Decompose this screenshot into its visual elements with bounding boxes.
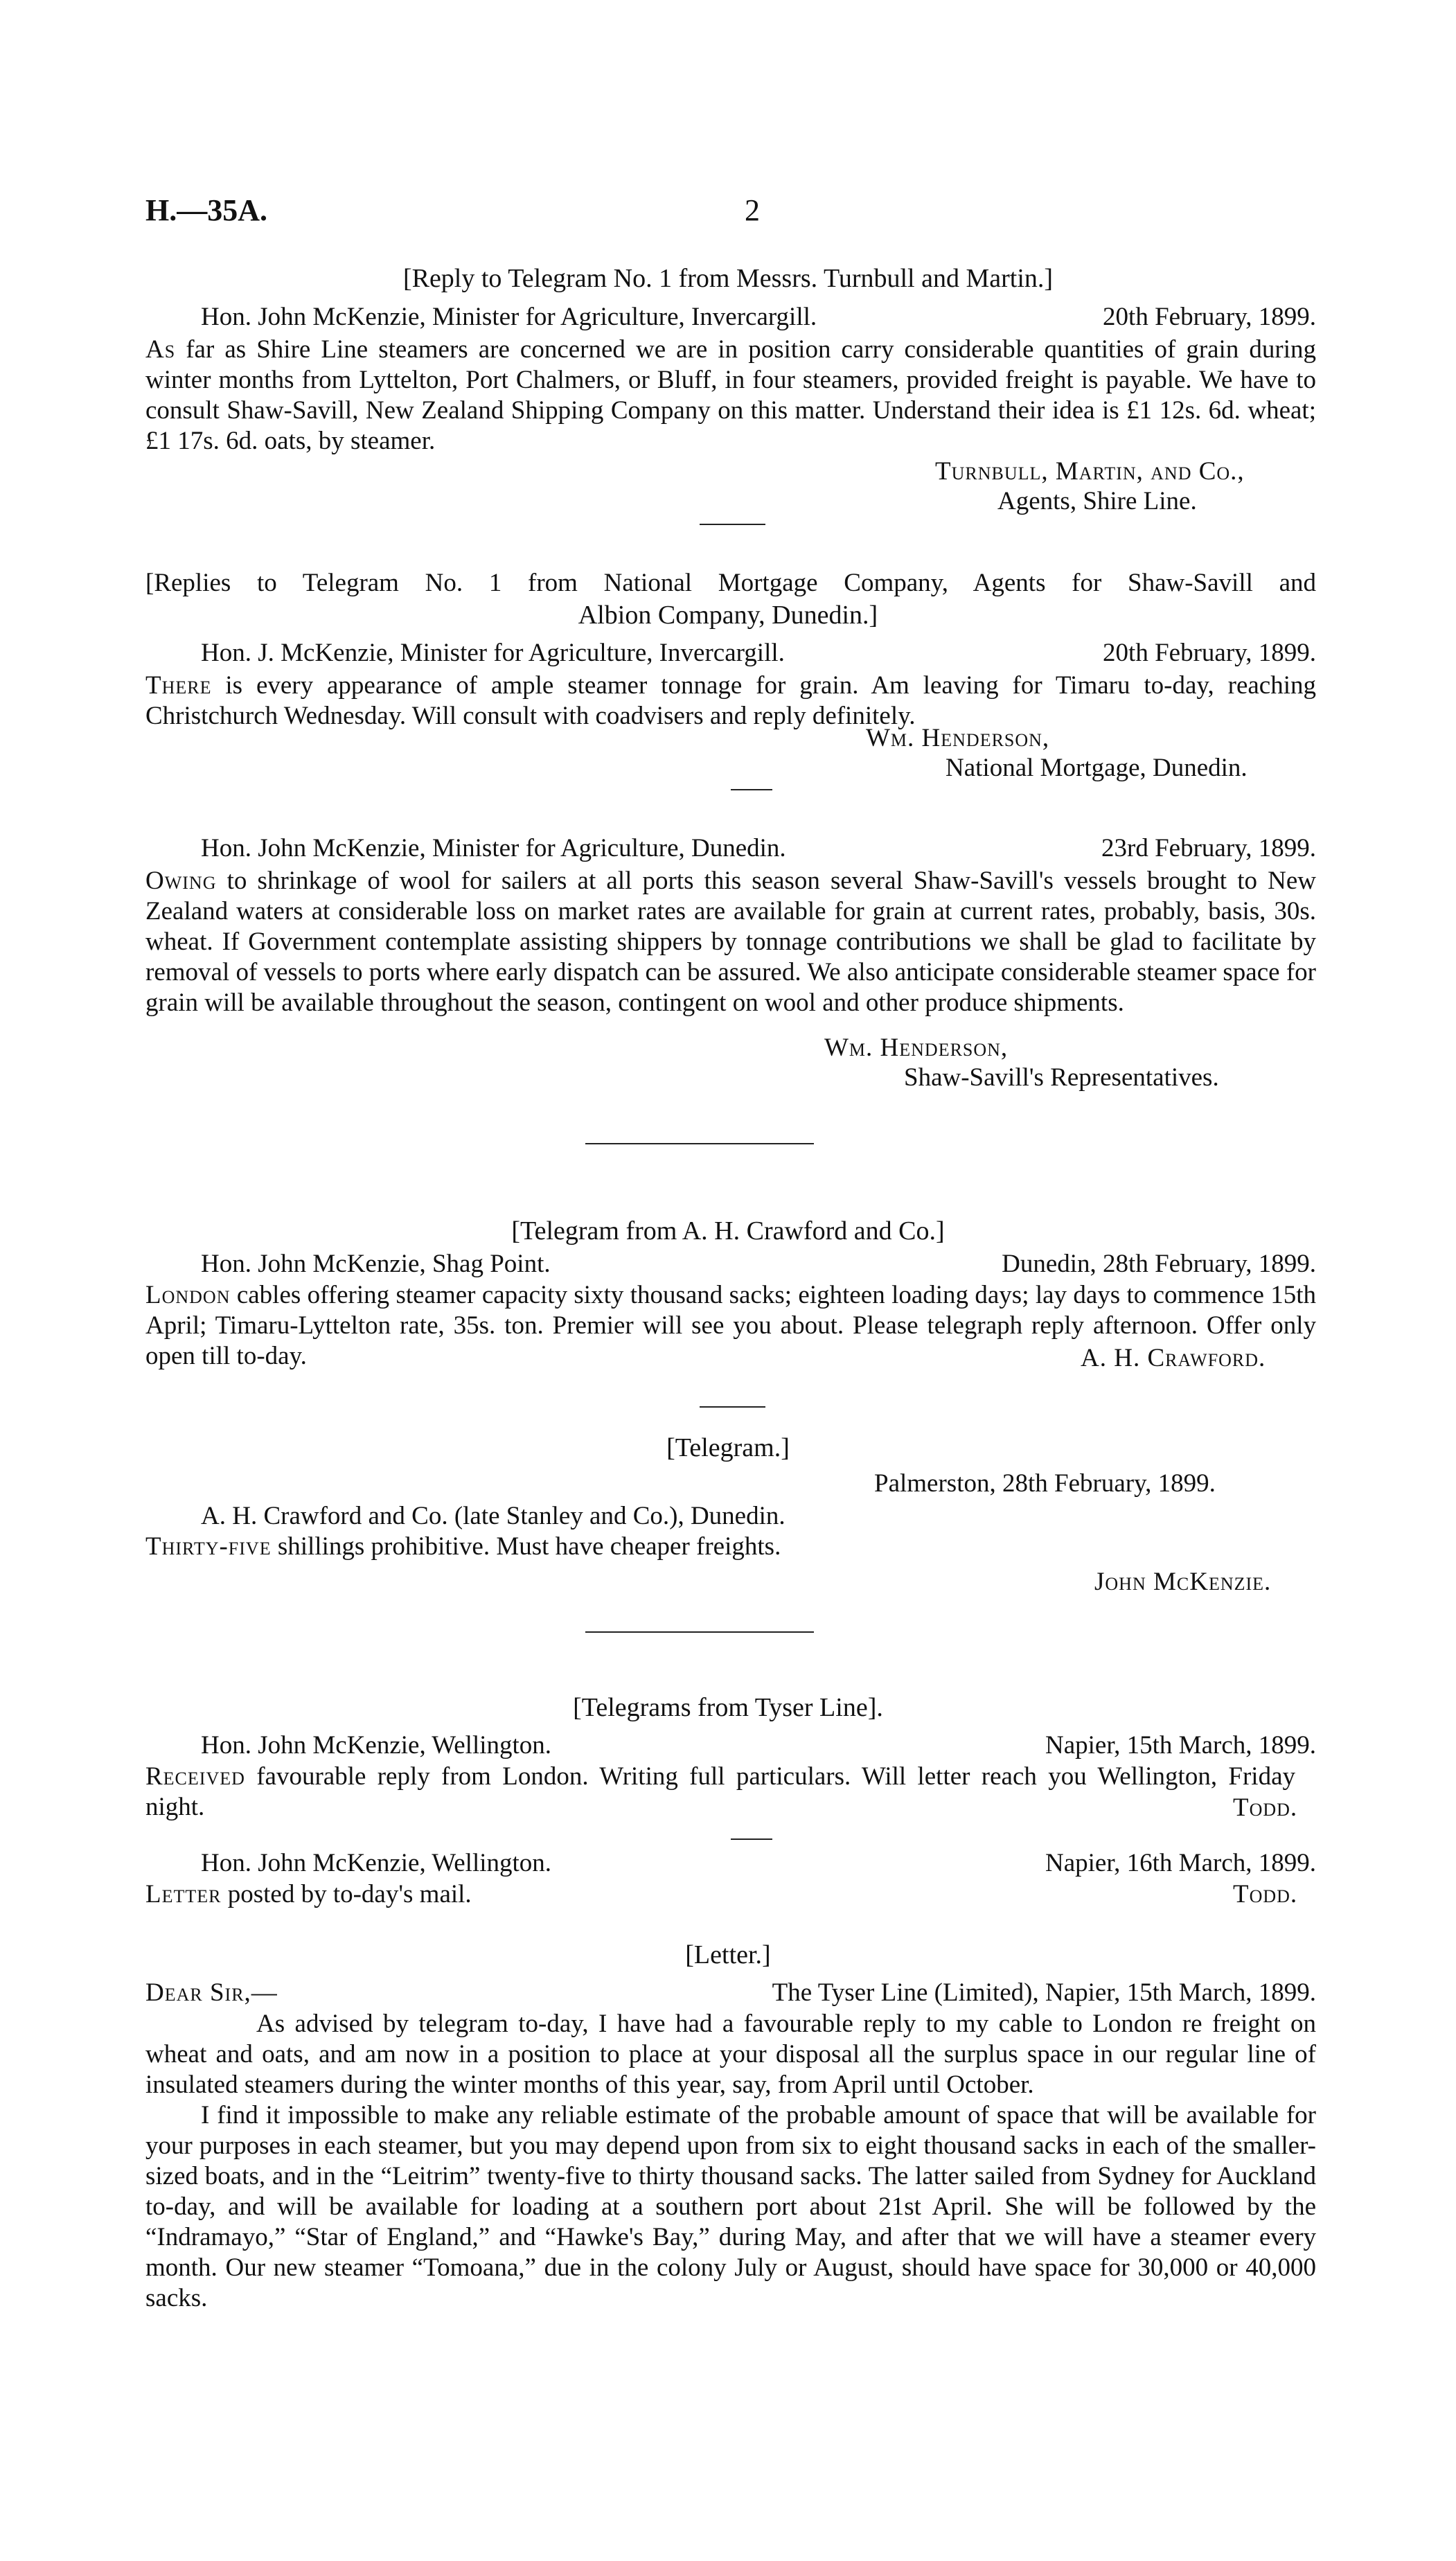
lead-word: Letter: [145, 1880, 222, 1908]
signatory: Todd.: [1233, 1793, 1298, 1822]
body-text: cables offering steamer capacity sixty thousand sacks; eighteen loading days; lay days to commence 15th April; Timaru-Lyttelton rate, 35s. ton. Premier will see you about. Please telegraph reply afternoon. Offer only open till to-day.: [145, 1281, 1317, 1370]
telegram-header-row: [145, 638, 1316, 668]
telegram-addressee: Hon. John McKenzie, Wellington.: [201, 1849, 552, 1877]
telegram-header-row: [145, 1848, 1316, 1878]
letter-paragraph-2: I find it impossible to make any reliable estimate of the probable amount of space that will be available for your purposes in each steamer, but you may depend upon from six to eight thousand sacks in each of the smaller-sized boats, and in the “Leitrim” twenty-five to thirty thousand sacks. The latter sailed from Sydney for Auckland to-day, and will be available for loading at a southern port about 21st April. She will be followed by the “Indramayo,” “Star of England,” and “Hawke's Bay,” during May, and after that we will have a steamer every month. Our new steamer “Tomoana,” due in the colony July or August, should have space for 30,000 or 40,000 sacks.: [145, 2101, 1316, 2312]
signatory: Wm. Henderson,: [866, 724, 1050, 752]
telegram-addressee: Hon. John McKenzie, Shag Point.: [201, 1250, 551, 1278]
signature: [824, 1033, 1219, 1092]
lead-word: Owing: [145, 867, 217, 895]
signature: [935, 457, 1245, 516]
signatory: Turnbull, Martin, and Co.,: [935, 457, 1245, 486]
lead-word: As: [145, 335, 176, 364]
telegram-body: [145, 866, 1316, 1018]
section-heading-turnbull: [Reply to Telegram No. 1 from Messrs. Turnbull and Martin.]: [402, 264, 1054, 293]
telegram-date: 20th February, 1899.: [1103, 303, 1316, 331]
body-text: to shrinkage of wool for sailers at all ports this season several Shaw-Savill's vessels brought to New Zealand waters at considerable loss on market rates are available for grain at current rates, probably, basis, 30s. wheat. If Government contemplate assisting shippers by tonnage contributions we shall be glad to facilitate by removal of vessels to ports where early dispatch can be assured. We also anticipate considerable steamer space for grain will be available throughout the season, contingent on wool and other produce shipments.: [145, 867, 1316, 1017]
section-heading-national-mortgage: [145, 568, 1316, 599]
telegram-header-row: [145, 302, 1316, 332]
body-text: favourable reply from London. Writing full particulars. Will letter reach you Wellington, Friday night.: [145, 1762, 1295, 1821]
divider: [731, 1838, 772, 1840]
telegram-date: 20th February, 1899.: [1103, 639, 1316, 667]
telegram-addressee: Hon. John McKenzie, Wellington.: [201, 1731, 552, 1760]
telegram-body: [145, 671, 1316, 732]
lead-word: London: [145, 1281, 231, 1309]
telegram-date: 23rd February, 1899.: [1101, 834, 1316, 862]
salutation: Dear Sir,—: [145, 1978, 278, 2007]
telegram-header-row: [145, 1730, 1316, 1760]
lead-word: There: [145, 671, 212, 700]
divider: [700, 524, 765, 525]
telegram-date: Palmerston, 28th February, 1899.: [874, 1469, 1216, 1498]
signature: [866, 723, 1248, 783]
letter-header-row: [145, 1978, 1316, 2008]
telegram-body: [145, 335, 1316, 457]
telegram-date: Dunedin, 28th February, 1899.: [1002, 1250, 1316, 1278]
signatory-title: Shaw-Savill's Representatives.: [904, 1063, 1219, 1092]
heading-line-1: [Replies to Telegram No. 1 from National Mortgage Company, Agents for Shaw-Savill and: [145, 569, 1316, 597]
page-number: 2: [745, 193, 760, 227]
heading-line-2: Albion Company, Dunedin.]: [578, 601, 878, 630]
divider: [585, 1631, 814, 1633]
signatory: John McKenzie.: [1094, 1568, 1272, 1596]
body-text: far as Shire Line steamers are concerned we are in position carry considerable quantities of grain during winter months from Lyttelton, Port Chalmers, or Bluff, in four steamers, provided freight is payable. We have to consult Shaw-Savill, New Zealand Shipping Company on this matter. Understand their idea is £1 12s. 6d. wheat; £1 17s. 6d. oats, by steamer.: [145, 335, 1316, 455]
document-reference: H.—35A.: [145, 193, 267, 227]
telegram-body: [145, 1879, 472, 1910]
body-text: posted by to-day's mail.: [227, 1880, 472, 1908]
divider: [585, 1143, 814, 1144]
section-heading-telegram: [Telegram.]: [666, 1433, 790, 1462]
divider: [700, 1406, 765, 1408]
telegram-date: Napier, 16th March, 1899.: [1045, 1849, 1316, 1877]
divider: [731, 789, 772, 790]
section-heading-letter: [Letter.]: [685, 1940, 771, 1969]
telegram-addressee: Hon. John McKenzie, Minister for Agriculture, Invercargill.: [201, 303, 817, 331]
telegram-body: [145, 1762, 1298, 1823]
signatory: Todd.: [1233, 1880, 1298, 1908]
letter-paragraph-1: As advised by telegram to-day, I have had a favourable reply to my cable to London re freight on wheat and oats, and am now in a position to place at your disposal all the surplus space in our regular line of insulated steamers during the winter months of this year, say, from April until October.: [145, 2010, 1316, 2099]
telegram-addressee: A. H. Crawford and Co. (late Stanley and Co.), Dunedin.: [201, 1502, 785, 1530]
telegram-header-row: [145, 1249, 1316, 1279]
telegram-body: [145, 1532, 781, 1562]
telegram-addressee: Hon. John McKenzie, Minister for Agriculture, Dunedin.: [201, 834, 786, 862]
telegram-addressee: Hon. J. McKenzie, Minister for Agriculture, Invercargill.: [201, 639, 785, 667]
signatory: Wm. Henderson,: [824, 1034, 1009, 1062]
lead-word: Received: [145, 1762, 245, 1791]
signatory-title: Agents, Shire Line.: [997, 487, 1197, 515]
body-text: is every appearance of ample steamer tonnage for grain. Am leaving for Timaru to-day, reaching Christchurch Wednesday. Will consult with coadvisers and reply definitely.: [145, 671, 1316, 730]
telegram-date: Napier, 15th March, 1899.: [1045, 1731, 1316, 1760]
letter-origin-date: The Tyser Line (Limited), Napier, 15th March, 1899.: [772, 1978, 1316, 2007]
signatory: A. H. Crawford.: [1081, 1344, 1266, 1372]
body-text: shillings prohibitive. Must have cheaper freights.: [277, 1532, 781, 1561]
signatory-title: National Mortgage, Dunedin.: [945, 754, 1248, 782]
letter-body: [145, 2009, 1316, 2314]
telegram-header-row: [145, 833, 1316, 863]
lead-word: Thirty-five: [145, 1532, 272, 1561]
section-heading-tyser: [Telegrams from Tyser Line].: [573, 1693, 883, 1722]
section-heading-crawford: [Telegram from A. H. Crawford and Co.]: [511, 1216, 945, 1246]
